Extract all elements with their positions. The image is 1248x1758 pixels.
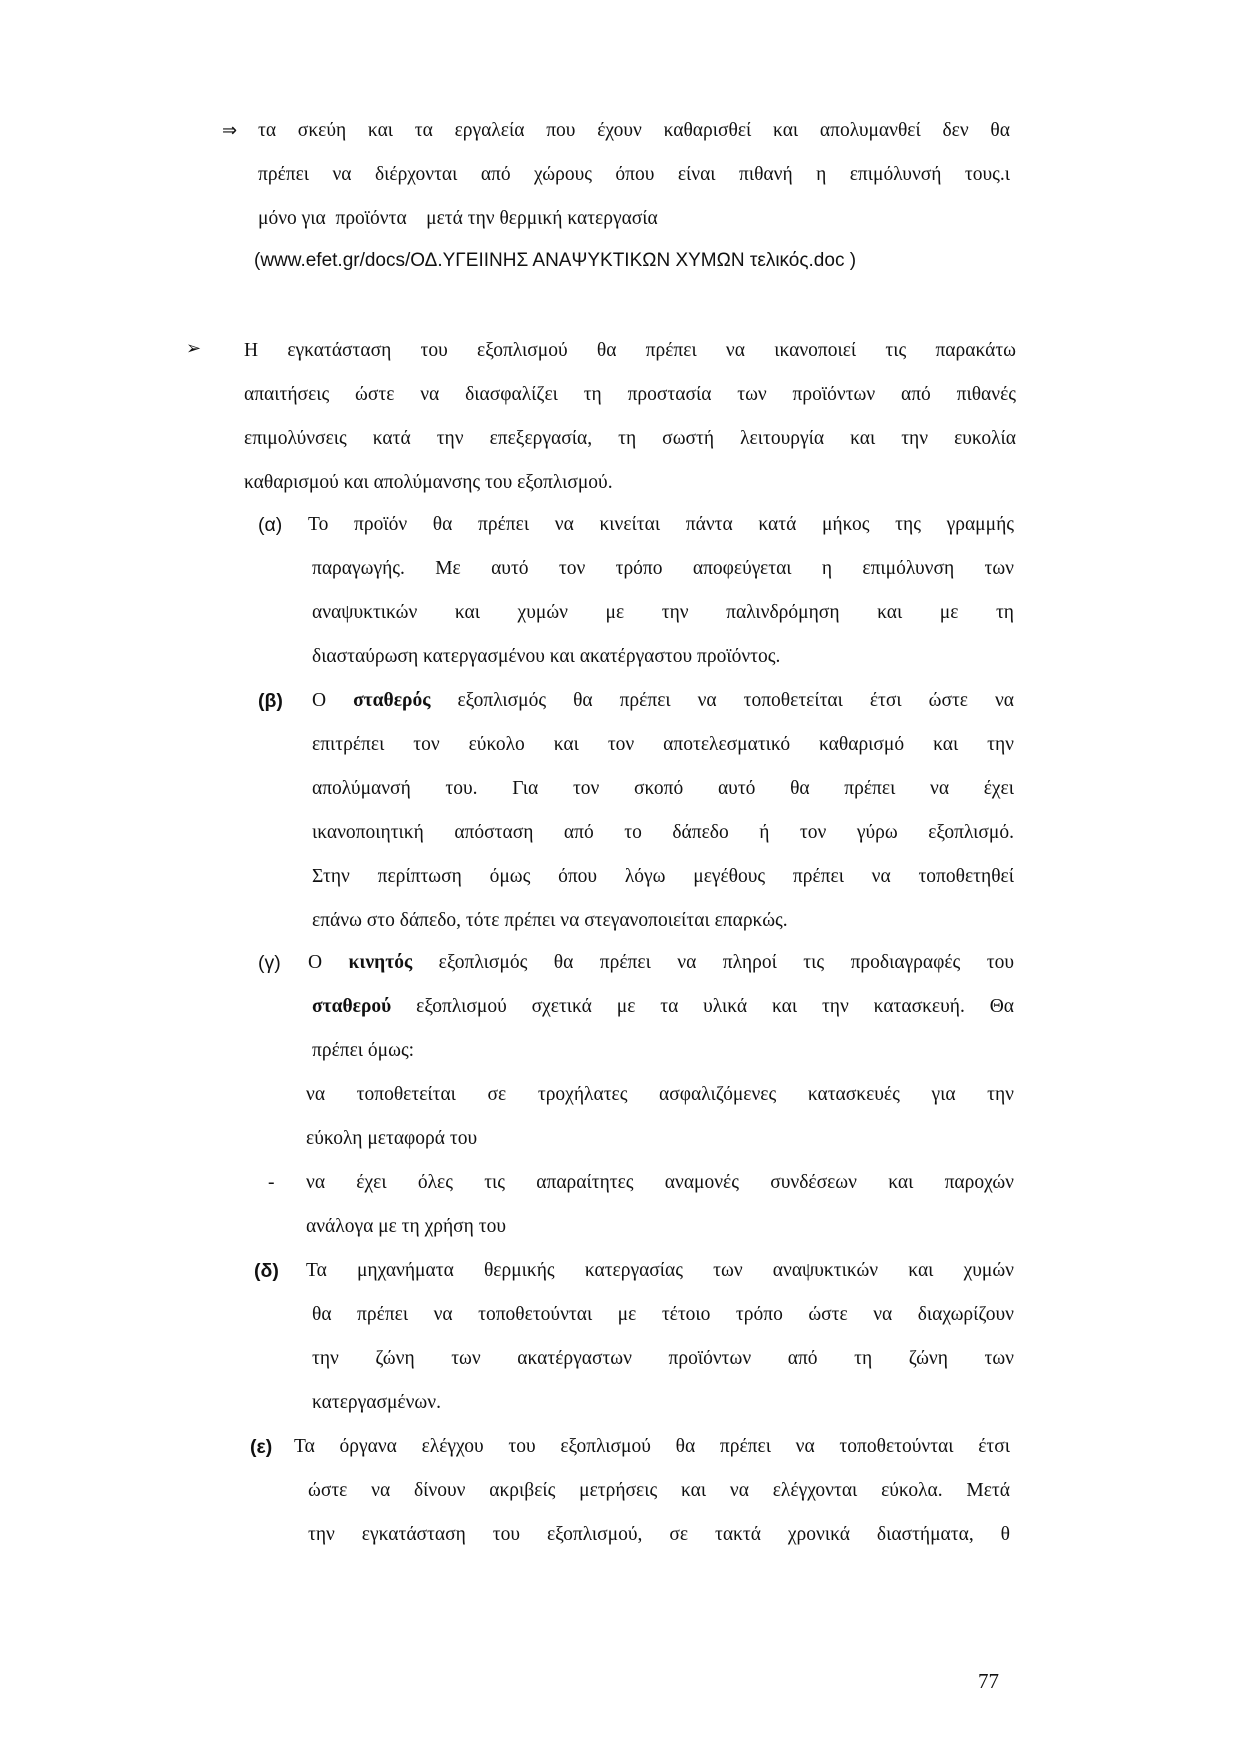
item-c-sub2-dash: - <box>268 1172 275 1193</box>
item-d-line-1: Τα μηχανήματα θερμικής κατεργασίας των αναψυκτικών και χυμών <box>306 1260 1014 1281</box>
item-b-line-3: απολύμανσή του. Για τον σκοπό αυτό θα πρέπει να έχει <box>312 778 1014 799</box>
item-c-sub1-line-2: εύκολη μεταφορά του <box>306 1128 478 1149</box>
item-a-line-2: παραγωγής. Με αυτό τον τρόπο αποφεύγεται η επιμόλυνση των <box>312 558 1014 579</box>
item-c-line-3: πρέπει όμως: <box>312 1040 415 1061</box>
intro-line-1: τα σκεύη και τα εργαλεία που έχουν καθαρισθεί και απολυμανθεί δεν θα <box>258 120 1010 141</box>
item-c-sub2-line-1: να έχει όλες τις απαραίτητες αναμονές συνδέσεων και παροχών <box>306 1172 1014 1193</box>
intro-marker: ⇒ <box>222 120 238 141</box>
intro-line-3: μόνο για προϊόντα μετά την θερμική κατεργασία <box>258 208 658 229</box>
item-a-line-1: Το προϊόν θα πρέπει να κινείται πάντα κατά μήκος της γραμμής <box>308 514 1014 535</box>
item-c-line-1-post: εξοπλισμός θα πρέπει να πληροί τις προδιαγραφές του <box>412 952 1014 973</box>
item-a-line-3: αναψυκτικών και χυμών με την παλινδρόμηση και με τη <box>312 602 1014 623</box>
item-e-label: (ε) <box>250 1436 273 1458</box>
item-a-line-4: διασταύρωση κατεργασμένου και ακατέργαστου προϊόντος. <box>312 646 781 667</box>
item-c-line-2 <box>312 994 1014 1020</box>
item-b-line-4: ικανοποιητική απόσταση από το δάπεδο ή τον γύρω εξοπλισμό. <box>312 822 1014 843</box>
item-c-line-1-pre: Ο <box>308 952 349 973</box>
main-line-1: Η εγκατάσταση του εξοπλισμού θα πρέπει να ικανοποιεί τις παρακάτω <box>244 340 1016 361</box>
item-b-line-2: επιτρέπει τον εύκολο και τον αποτελεσματικό καθαρισμό και την <box>312 734 1014 755</box>
item-b-line-1-post: εξοπλισμός θα πρέπει να τοποθετείται έτσι ώστε να <box>430 690 1014 711</box>
main-line-3: επιμολύνσεις κατά την επεξεργασία, τη σωστή λειτουργία και την ευκολία <box>244 428 1016 449</box>
item-e-line-1: Τα όργανα ελέγχου του εξοπλισμού θα πρέπει να τοποθετούνται έτσι <box>294 1436 1010 1457</box>
item-d-line-4: κατεργασμένων. <box>312 1392 441 1413</box>
item-d-line-2: θα πρέπει να τοποθετούνται με τέτοιο τρόπο ώστε να διαχωρίζουν <box>312 1304 1014 1325</box>
item-e-line-2: ώστε να δίνουν ακριβείς μετρήσεις και να ελέγχονται εύκολα. Μετά <box>308 1480 1010 1501</box>
intro-line-2: πρέπει να διέρχονται από χώρους όπου είναι πιθανή η επιμόλυνσή τους.ι <box>258 164 1010 185</box>
item-e-line-3: την εγκατάσταση του εξοπλισμού, σε τακτά χρονικά διαστήματα, θ <box>308 1524 1010 1545</box>
item-c-line-2-post: εξοπλισμού σχετικά με τα υλικά και την κατασκευή. Θα <box>391 996 1014 1017</box>
intro-line-4: (www.efet.gr/docs/ΟΔ.ΥΓΕΙΙΝΗΣ ΑΝΑΨΥΚΤΙΚΩΝ ΧΥΜΩΝ τελικός.doc ) <box>254 250 857 271</box>
item-b-line-6: επάνω στο δάπεδο, τότε πρέπει να στεγανοποιείται επαρκώς. <box>312 910 788 931</box>
item-b-label: (β) <box>258 690 283 712</box>
item-c-line-1 <box>308 950 1014 976</box>
item-c-sub1-line-1: να τοποθετείται σε τροχήλατες ασφαλιζόμενες κατασκευές για την <box>306 1084 1014 1105</box>
main-line-4: καθαρισμού και απολύμανσης του εξοπλισμού. <box>244 472 613 493</box>
item-b-line-5: Στην περίπτωση όμως όπου λόγω μεγέθους πρέπει να τοποθετηθεί <box>312 866 1014 887</box>
main-line-2: απαιτήσεις ώστε να διασφαλίζει τη προστασία των προϊόντων από πιθανές <box>244 384 1016 405</box>
item-d-label: (δ) <box>254 1260 279 1282</box>
page-number: 77 <box>978 1669 999 1693</box>
item-c-label: (γ) <box>258 952 281 974</box>
item-c-keyword-2: σταθερού <box>312 996 392 1017</box>
item-d-line-3: την ζώνη των ακατέργαστων προϊόντων από τη ζώνη των <box>312 1348 1014 1369</box>
item-b-line-1 <box>312 688 1014 714</box>
item-b-line-1-pre: Ο <box>312 690 354 711</box>
item-b-keyword: σταθερός <box>353 690 431 711</box>
main-marker: ➢ <box>186 338 202 359</box>
item-c-sub2-line-2: ανάλογα με τη χρήση του <box>306 1216 506 1237</box>
item-c-keyword-1: κινητός <box>348 952 413 973</box>
item-a-label: (α) <box>258 514 283 536</box>
